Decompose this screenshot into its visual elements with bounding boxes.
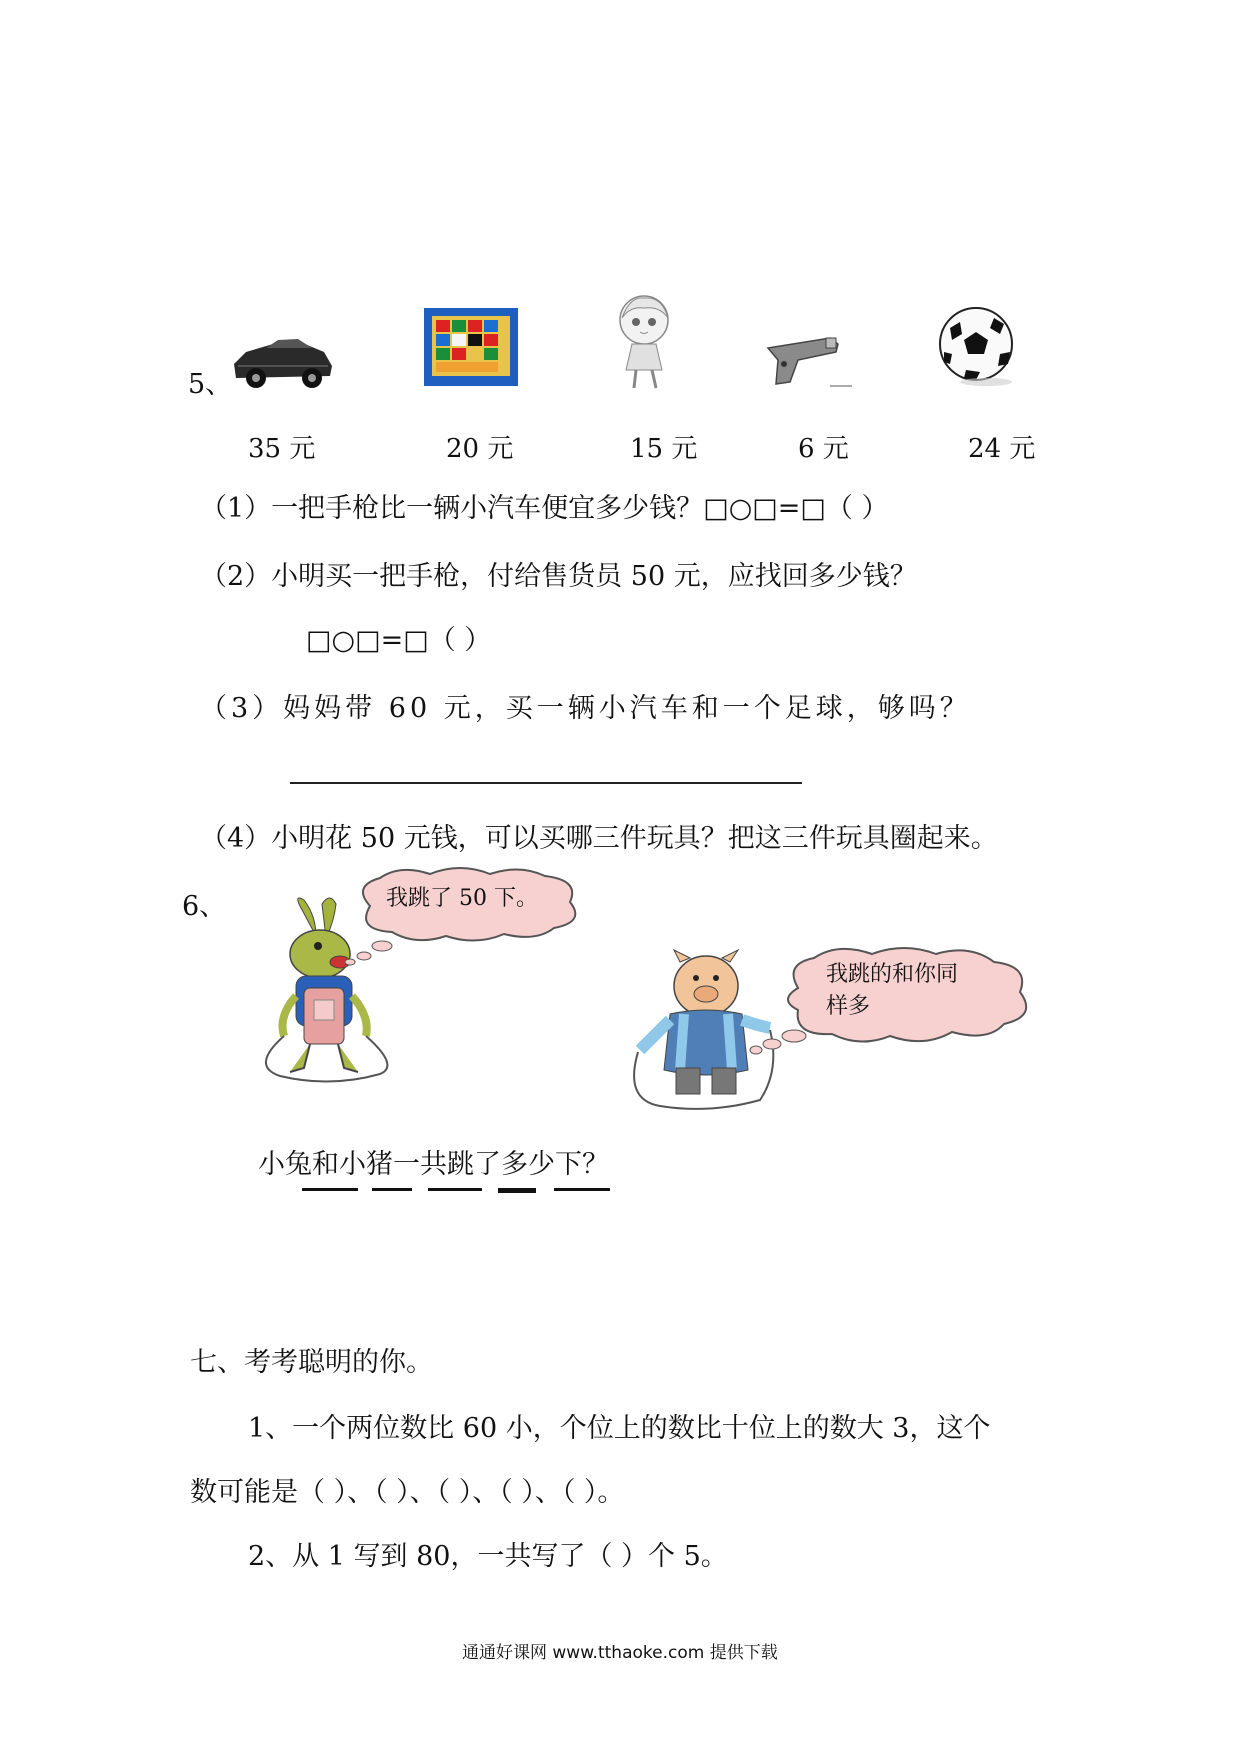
q5-sub3-answer-line[interactable] [290, 782, 802, 784]
doll-icon [610, 292, 680, 392]
building-blocks-icon [424, 308, 518, 386]
soccer-ball-icon [936, 304, 1020, 388]
toy-gun-icon [760, 330, 856, 396]
q5-sub4: （4）小明花 50 元钱，可以买哪三件玩具？把这三件玩具圈起来。 [200, 823, 998, 854]
rabbit-thought-bubble [340, 866, 590, 966]
question-6-number: 6、 [182, 891, 227, 922]
price-car: 35 元 [248, 434, 316, 464]
answer-blank[interactable] [554, 1188, 610, 1191]
price-gun: 6 元 [798, 434, 849, 464]
price-doll: 15 元 [630, 434, 698, 464]
section7-q2: 2、从 1 写到 80，一共写了（ ）个 5。 [248, 1541, 728, 1572]
q5-sub1 [200, 492, 888, 526]
section7-q1-line2: 数可能是（ ）、（ ）、（ ）、（ ）、（ ）。 [190, 1477, 625, 1508]
q5-sub2-formula: □○□=□（ ） [306, 625, 492, 656]
answer-blank[interactable] [372, 1188, 412, 1191]
question-5-number: 5、 [188, 369, 233, 400]
answer-blank[interactable] [498, 1188, 536, 1193]
q5-sub1-text: （1）一把手枪比一辆小汽车便宜多少钱？ [200, 493, 704, 524]
car-icon [228, 322, 338, 397]
q5-sub1-formula: □○□=□（ ） [703, 493, 889, 524]
pig-bubble-text-line1: 我跳的和你同 [826, 962, 959, 987]
answer-blank[interactable] [302, 1188, 358, 1191]
q6-question: 小兔和小猪一共跳了多少下？ [258, 1149, 609, 1180]
price-ball: 24 元 [968, 434, 1036, 464]
rabbit-bubble-text: 我跳了 50 下。 [386, 886, 538, 911]
q5-sub3: （3）妈妈带 60 元，买一辆小汽车和一个足球，够吗？ [200, 693, 971, 724]
price-blocks: 20 元 [446, 434, 514, 464]
q5-sub2: （2）小明买一把手枪，付给售货员 50 元，应找回多少钱？ [200, 561, 917, 592]
pig-bubble-text-line2: 样多 [826, 994, 871, 1019]
section7-heading: 七、考考聪明的你。 [190, 1347, 433, 1378]
page-footer: 通通好课网 www.tthaoke.com 提供下载 [462, 1643, 778, 1663]
answer-blank[interactable] [428, 1188, 482, 1191]
section7-q1-line1: 1、一个两位数比 60 小，个位上的数比十位上的数大 3，这个 [248, 1413, 991, 1444]
